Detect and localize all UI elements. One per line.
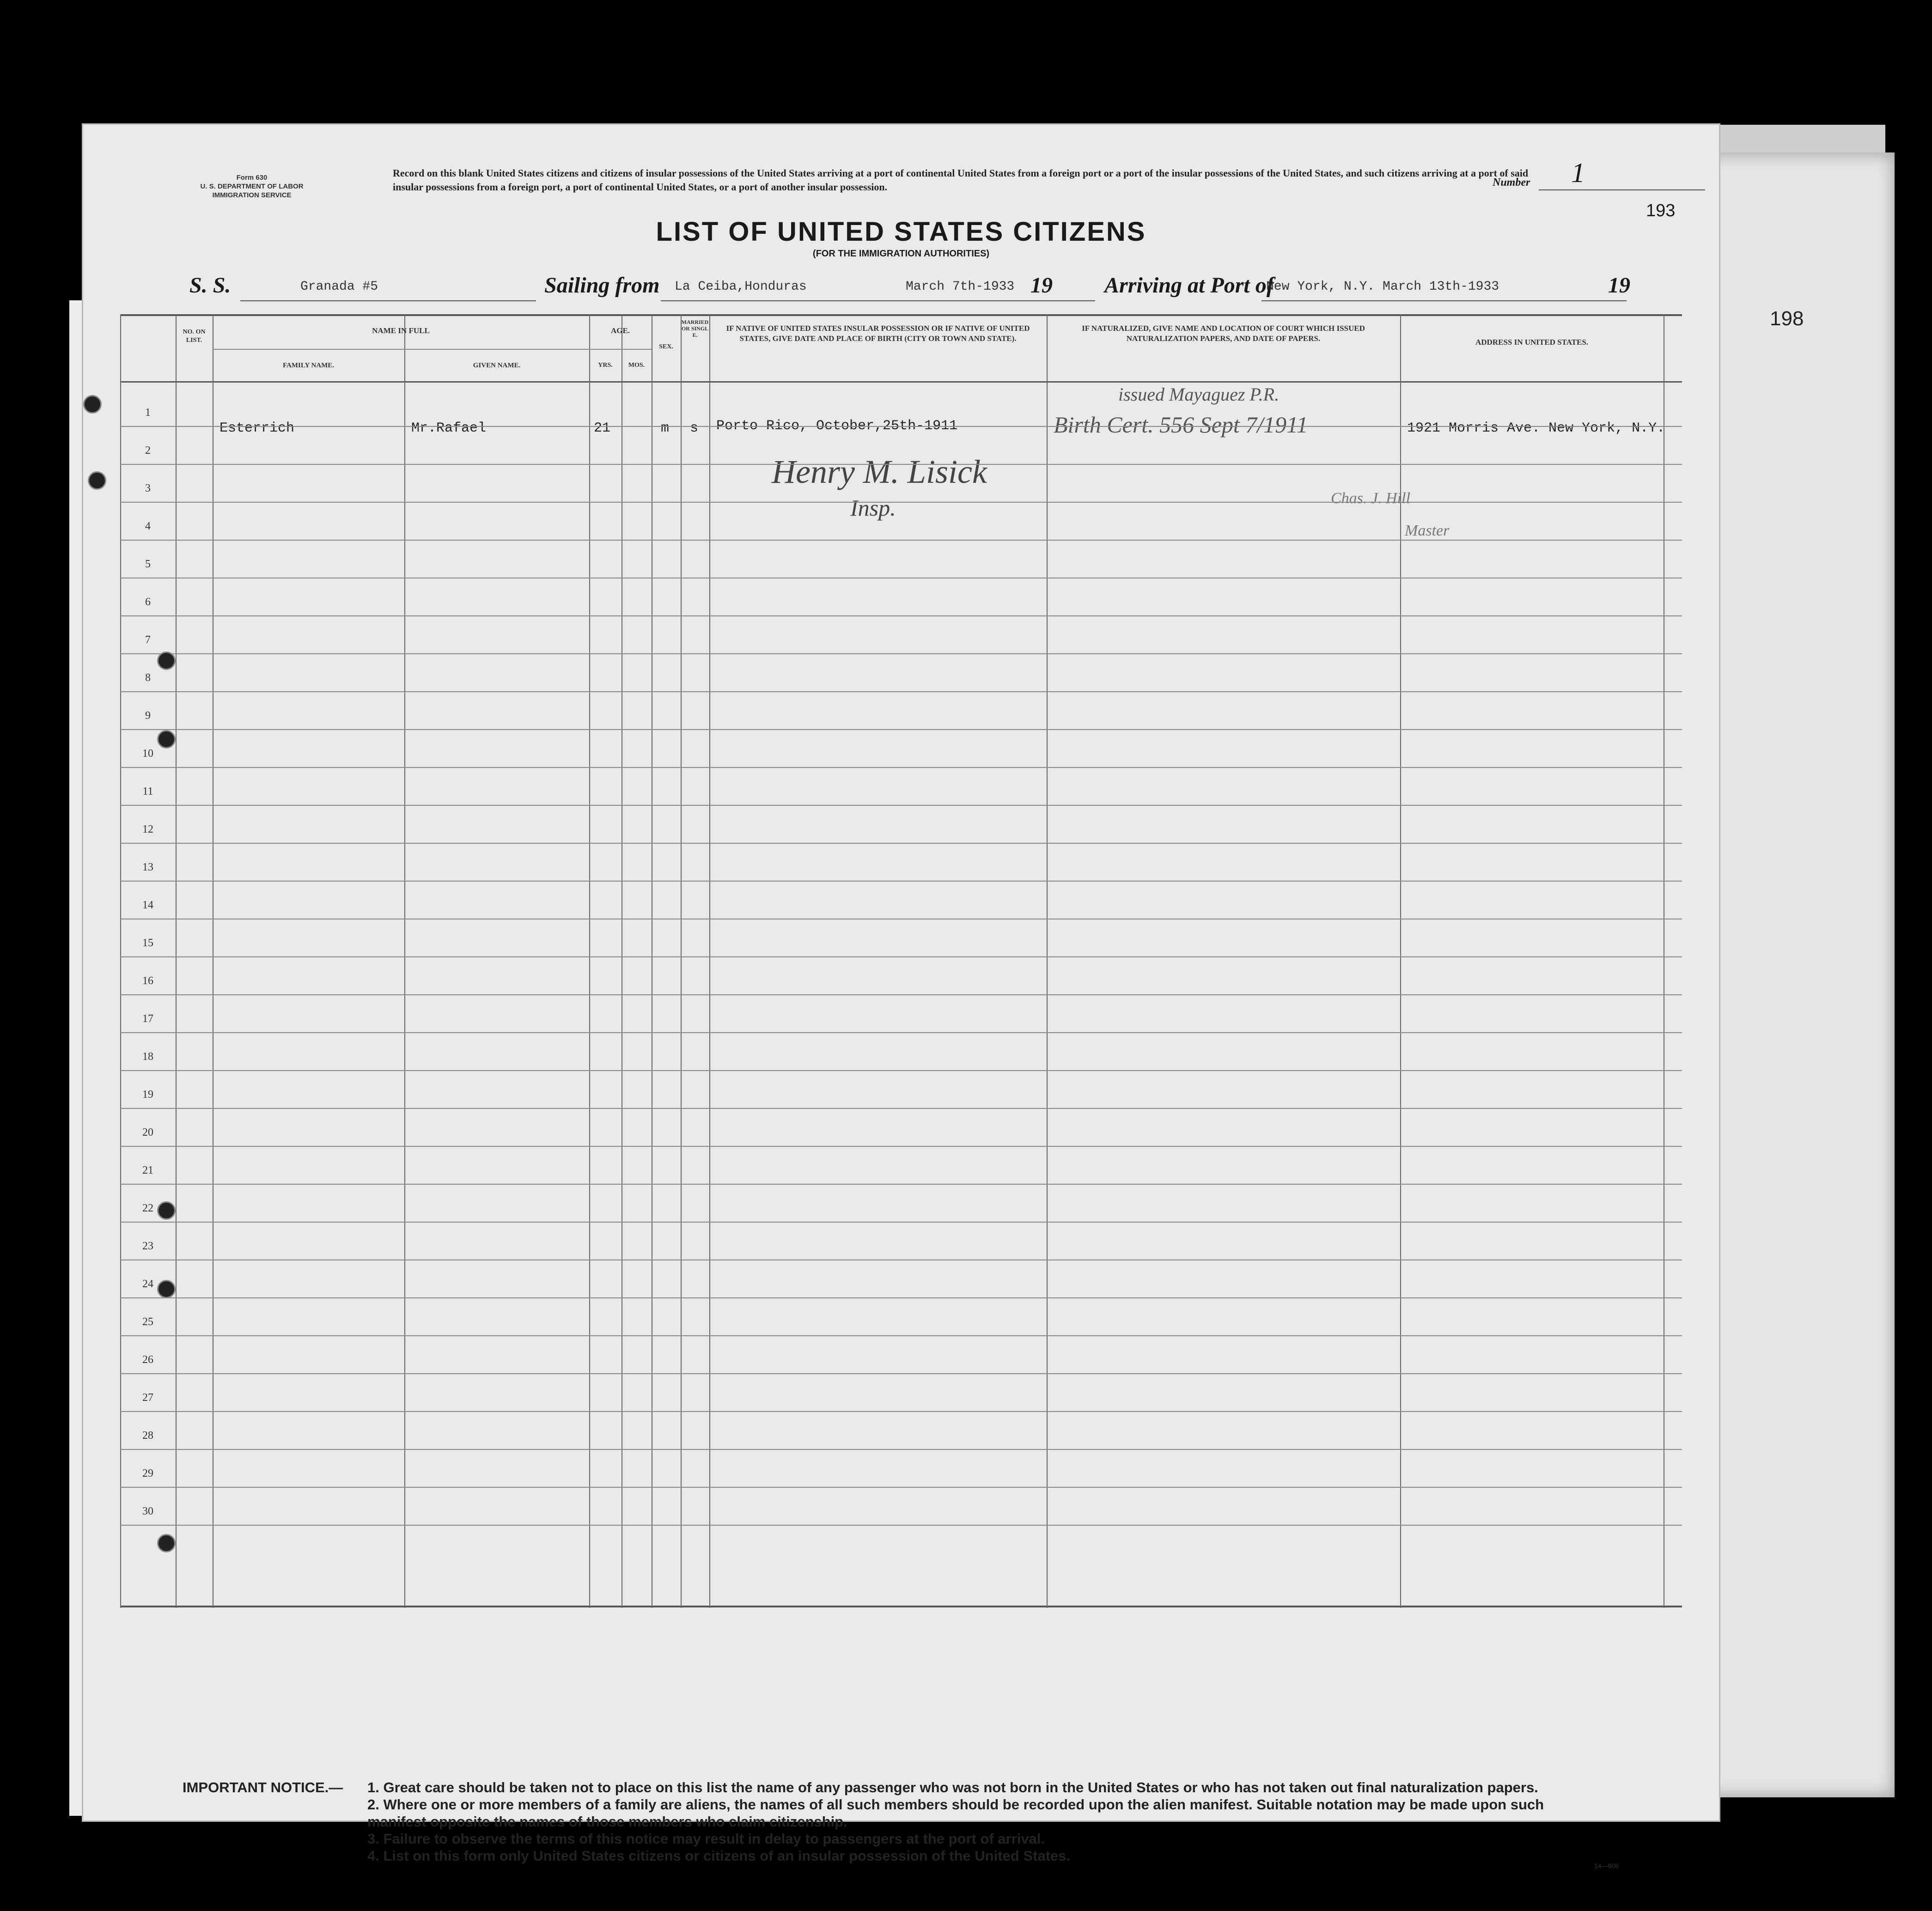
row-number: 6	[145, 596, 151, 608]
row-rule	[120, 843, 1682, 844]
arrival-underline	[1262, 300, 1627, 301]
row-rule	[120, 540, 1682, 541]
col-address-header: ADDRESS IN UNITED STATES.	[1475, 338, 1589, 347]
row1-birth: Porto Rico, October,25th-1911	[716, 418, 958, 434]
arrival-port: New York, N.Y. March 13th-1933	[1266, 280, 1499, 294]
row-number: 27	[142, 1392, 153, 1404]
row-rule	[120, 1184, 1682, 1185]
row-rule	[120, 1032, 1682, 1033]
row-number: 24	[142, 1278, 153, 1290]
binding-hole	[83, 395, 102, 414]
row-number: 30	[142, 1505, 153, 1517]
row1-family-name: Esterrich	[219, 420, 295, 436]
row-rule	[120, 767, 1682, 768]
sailing-year: 19	[1030, 273, 1053, 298]
notice-item: 1. Great care should be taken not to place on this list the name of any passenger who was not born in the United States or who has not taken out final naturalization papers.	[367, 1779, 1538, 1795]
number-value: 1	[1571, 158, 1585, 188]
row-number: 11	[142, 785, 153, 797]
binding-hole	[157, 730, 176, 749]
row-number: 29	[142, 1467, 153, 1479]
col-rule	[709, 314, 710, 1608]
inspector-signature: Henry M. Lisick	[772, 453, 987, 490]
col-rule	[681, 314, 682, 1608]
inspector-title: Insp.	[850, 495, 896, 521]
row-rule	[120, 1146, 1682, 1147]
row-rule	[120, 729, 1682, 730]
row-rule	[120, 464, 1682, 465]
row-rule	[120, 426, 1682, 427]
form-number: Form 630	[236, 174, 268, 182]
row-rule	[120, 1373, 1682, 1374]
row-number: 7	[145, 634, 151, 646]
sailing-date: March 7th-1933	[906, 280, 1015, 294]
row-number: 21	[142, 1164, 153, 1176]
row-rule	[120, 1297, 1682, 1298]
row-rule	[120, 1411, 1682, 1412]
col-married-header: MARRIED OR SINGLE.	[681, 319, 709, 338]
row-number: 14	[142, 899, 153, 911]
row1-address: 1921 Morris Ave. New York, N.Y.	[1407, 420, 1665, 436]
row1-married: s	[690, 420, 699, 436]
row-number: 18	[142, 1051, 153, 1063]
row-number: 23	[142, 1240, 153, 1252]
number-label: Number	[1493, 176, 1530, 189]
col-rule	[404, 314, 405, 1608]
notice-item: 3. Failure to observe the terms of this notice may result in delay to passengers at the port of arrival.	[367, 1831, 1045, 1847]
row-number: 5	[145, 558, 151, 570]
binding-hole	[157, 1201, 176, 1220]
notice-title: IMPORTANT NOTICE.—	[183, 1779, 343, 1795]
table-top-rule	[120, 314, 1682, 316]
table-bottom-rule	[120, 1606, 1682, 1607]
col-name-header: NAME IN FULL	[372, 326, 430, 335]
row-number: 17	[142, 1013, 153, 1025]
row-rule	[120, 615, 1682, 616]
row-rule	[120, 994, 1682, 995]
form-header	[159, 173, 344, 200]
col-naturalized-header: IF NATURALIZED, GIVE NAME AND LOCATION OF COURT WHICH ISSUED NATURALIZATION PAPERS, AND DATE OF PAPERS.	[1082, 324, 1365, 343]
row-number: 25	[142, 1316, 153, 1328]
arrival-year: 19	[1608, 273, 1630, 298]
row1-yrs: 21	[594, 420, 611, 436]
department: U. S. DEPARTMENT OF LABOR	[200, 183, 304, 190]
row-rule	[120, 1070, 1682, 1071]
row-number: 1	[145, 407, 151, 419]
row-number: 26	[142, 1354, 153, 1366]
row-rule	[120, 1222, 1682, 1223]
row1-sex: m	[661, 420, 670, 436]
side-stamp: 198	[1770, 307, 1804, 330]
col-mos-header: MOS.	[628, 362, 645, 369]
sailing-label: Sailing from	[544, 273, 660, 298]
col-yrs-header: YRS.	[598, 362, 613, 369]
ship-underline	[240, 300, 536, 301]
ship-name: Granada #5	[300, 280, 378, 294]
row-number: 20	[142, 1126, 153, 1138]
row-rule	[120, 1108, 1682, 1109]
col-sex-header: SEX.	[659, 343, 673, 350]
row-number: 8	[145, 672, 151, 684]
notice-item: manifest opposite the names of those members who claim citizenship.	[367, 1814, 847, 1830]
row-number: 2	[145, 444, 151, 456]
col-rule	[589, 314, 590, 1608]
row-number: 19	[142, 1089, 153, 1101]
manifest-table	[120, 314, 1682, 1608]
binding-hole	[157, 1280, 176, 1298]
row-rule	[120, 1449, 1682, 1450]
col-family-header: FAMILY NAME.	[282, 362, 335, 369]
binding-hole	[88, 471, 106, 490]
form-code: 14—606	[1594, 1862, 1619, 1869]
table-header-rule	[120, 381, 1682, 383]
page-title: LIST OF UNITED STATES CITIZENS	[656, 217, 1146, 247]
notice-item: 4. List on this form only United States citizens or citizens of an insular possession of the United States.	[367, 1848, 1070, 1864]
master-title: Master	[1405, 522, 1450, 539]
col-rule	[120, 314, 121, 1608]
age-subheader-rule	[589, 349, 652, 350]
row-number: 4	[145, 520, 151, 532]
sailing-port: La Ceiba,Honduras	[675, 280, 807, 294]
row-number: 3	[145, 482, 151, 494]
col-birth-header: IF NATIVE OF UNITED STATES INSULAR POSSESSION OR IF NATIVE OF UNITED STATES, GIVE DATE AND PLACE OF BIRTH (CITY OR TOWN AND STATE).	[726, 324, 1030, 343]
col-given-header: GIVEN NAME.	[473, 362, 521, 369]
manifest-page	[83, 125, 1719, 1869]
master-signature: Chas. J. Hill	[1331, 490, 1410, 507]
ss-label: S. S.	[189, 273, 231, 298]
row-number: 28	[142, 1430, 153, 1442]
binding-hole	[157, 1534, 176, 1552]
row-number: 10	[142, 748, 153, 760]
record-instructions: Record on this blank United States citizens and citizens of insular possessions of the United States arriving at a port of continental United States from a foreign port or a port of the insular possessions of the United States, and such citizens arriving at a port of said insular possessions from a foreign port, a port of continental United States, or a port of another insular possession.	[393, 167, 1529, 193]
row-number: 16	[142, 975, 153, 987]
row-number: 13	[142, 861, 153, 873]
col-no-header: NO. ON LIST.	[183, 329, 206, 344]
arriving-label: Arriving at Port of	[1104, 273, 1274, 298]
row1-naturalized-note: issued Mayaguez P.R.	[1118, 384, 1280, 405]
page-subtitle: (FOR THE IMMIGRATION AUTHORITIES)	[812, 249, 990, 259]
col-rule	[1400, 314, 1401, 1608]
row-rule	[120, 1487, 1682, 1488]
row-rule	[120, 805, 1682, 806]
row-rule	[120, 956, 1682, 957]
row-number: 12	[142, 823, 153, 835]
row-number: 9	[145, 710, 151, 722]
row1-given-name: Mr.Rafael	[411, 420, 487, 436]
number-underline	[1539, 189, 1705, 190]
row-rule	[120, 1525, 1682, 1526]
notice-items	[367, 1779, 1754, 1864]
row-rule	[120, 653, 1682, 654]
row-rule	[120, 1335, 1682, 1336]
row-rule	[120, 691, 1682, 692]
page-stamp: 193	[1646, 201, 1676, 220]
row1-naturalized: Birth Cert. 556 Sept 7/1911	[1054, 412, 1308, 438]
notice-item: 2. Where one or more members of a family are aliens, the names of all such members should be recorded upon the alien manifest. Suitable notation may be made upon such	[367, 1796, 1544, 1813]
name-subheader-rule	[213, 349, 589, 350]
col-rule	[1047, 314, 1048, 1608]
service: IMMIGRATION SERVICE	[212, 191, 292, 199]
binding-hole	[157, 651, 176, 670]
col-age-header: AGE.	[610, 326, 630, 335]
row-number: 22	[142, 1202, 153, 1214]
row-number: 15	[142, 937, 153, 949]
sailing-underline	[661, 300, 1095, 301]
col-rule	[176, 314, 177, 1608]
row-rule	[120, 881, 1682, 882]
row-rule	[120, 502, 1682, 503]
